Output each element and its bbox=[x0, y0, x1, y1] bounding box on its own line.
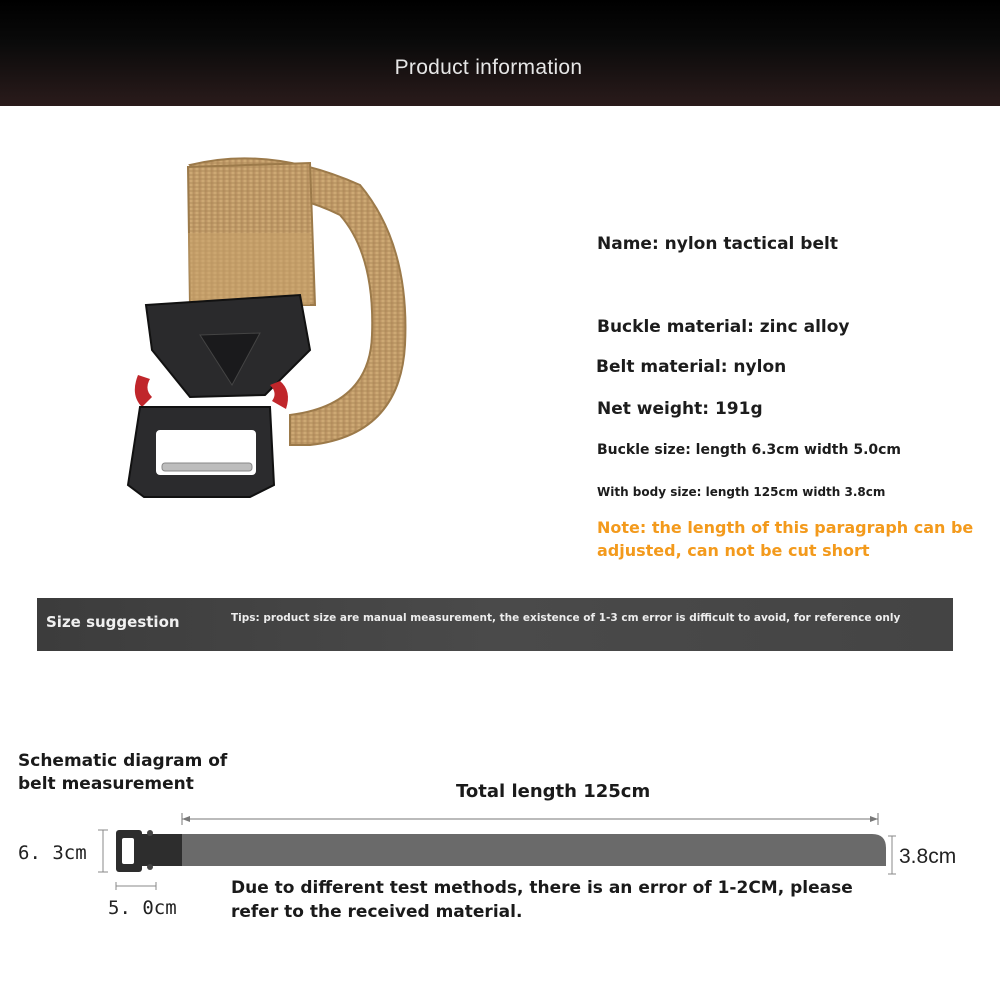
spec-belt-material: Belt material: nylon bbox=[596, 357, 787, 377]
total-length-arrow bbox=[182, 813, 878, 825]
spec-name: Name: nylon tactical belt bbox=[597, 234, 838, 254]
spec-body-size: With body size: length 125cm width 3.8cm bbox=[597, 485, 886, 499]
header-banner bbox=[0, 0, 1000, 106]
diagram-buckle bbox=[116, 830, 182, 872]
page-title: Product information bbox=[394, 56, 583, 79]
diagram-belt-strap bbox=[182, 834, 886, 866]
belt-product-image bbox=[110, 145, 430, 505]
buckle-length-label: 6. 3cm bbox=[18, 842, 87, 864]
schematic-title-line2: belt measurement bbox=[18, 774, 194, 794]
size-suggestion-title: Size suggestion bbox=[46, 613, 180, 631]
buckle-width-bracket bbox=[116, 882, 156, 890]
spec-buckle-size: Buckle size: length 6.3cm width 5.0cm bbox=[597, 442, 902, 458]
size-suggestion-bar bbox=[37, 598, 953, 651]
spec-buckle-material: Buckle material: zinc alloy bbox=[597, 317, 850, 337]
spec-note: Note: the length of this paragraph can be adjusted, can not be cut short bbox=[597, 518, 974, 560]
buckle-width-label: 5. 0cm bbox=[108, 897, 177, 919]
size-suggestion-tips: Tips: product size are manual measurement, the existence of 1-3 cm error is difficult to avoid, for reference only bbox=[231, 612, 901, 624]
belt-width-bracket bbox=[888, 836, 896, 874]
schematic-title-line1: Schematic diagram of bbox=[18, 751, 228, 771]
spec-net-weight: Net weight: 191g bbox=[597, 399, 763, 419]
belt-width-label: 3.8cm bbox=[899, 845, 957, 868]
total-length-label: Total length 125cm bbox=[456, 781, 651, 802]
buckle-length-bracket bbox=[98, 830, 108, 872]
schematic-title bbox=[18, 750, 227, 796]
measurement-error-note: Due to different test methods, there is an error of 1-2CM, please refer to the received material. bbox=[231, 878, 853, 922]
